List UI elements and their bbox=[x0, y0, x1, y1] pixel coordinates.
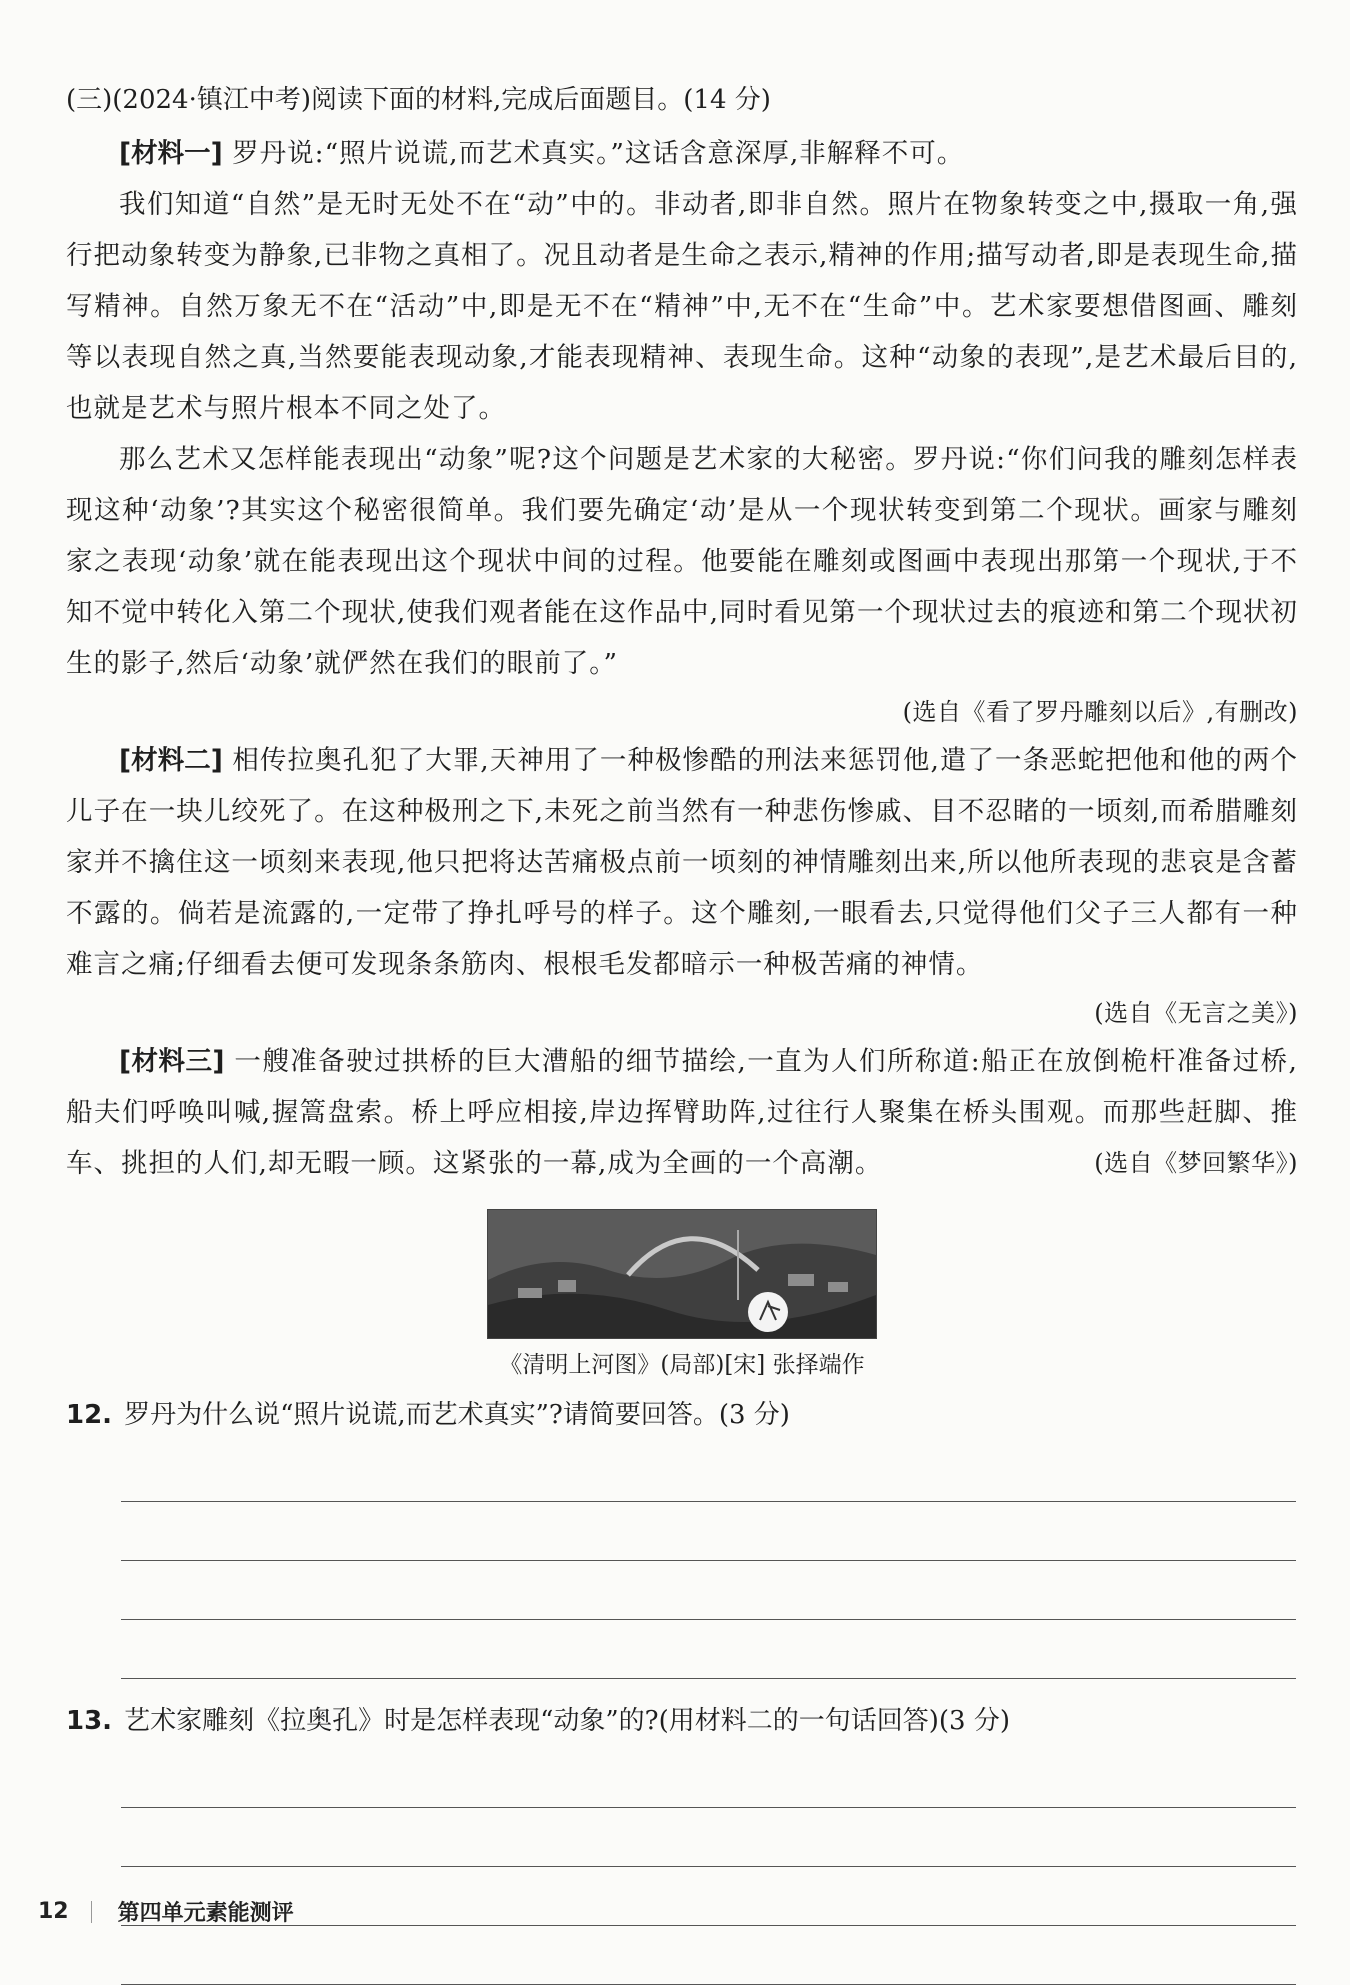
figure-caption: 《清明上河图》(局部)[宋] 张择端作 bbox=[499, 1352, 865, 1378]
footer-divider bbox=[91, 1901, 92, 1923]
answer-line[interactable] bbox=[121, 1808, 1296, 1867]
question-12 bbox=[66, 1395, 1298, 1435]
material3-tag: [材料三] bbox=[119, 1046, 225, 1077]
question-12-answer-area[interactable] bbox=[121, 1443, 1296, 1679]
material2-tag: [材料二] bbox=[119, 745, 223, 776]
material1-tag: [材料一] bbox=[119, 138, 223, 169]
section-heading: (三)(2024·镇江中考)阅读下面的材料,完成后面题目。(14 分) bbox=[66, 85, 771, 115]
material1-paragraph-2: 我们知道“自然”是无时无处不在“动”中的。非动者,即非自然。照片在物象转变之中,摄取一角,强行把动象转变为静象,已非物之真相了。况且动者是生命之表示,精神的作用;描写动者,即是表现生命,描写精神。自然万象无不在“活动”中,即是无不在“精神”中,无不在“生命”中。艺术家要想借图画、雕刻等以表现自然之真,当然要能表现动象,才能表现精神、表现生命。这种“动象的表现”,是艺术最后目的,也就是艺术与照片根本不同之处了。 bbox=[66, 189, 1298, 424]
material3-source: (选自《梦回繁华》) bbox=[1094, 1149, 1298, 1177]
answer-line[interactable] bbox=[121, 1502, 1296, 1561]
answer-line[interactable] bbox=[121, 1443, 1296, 1502]
question-12-number: 12. bbox=[66, 1400, 113, 1430]
material1-source: (选自《看了罗丹雕刻以后》,有删改) bbox=[902, 698, 1298, 726]
section-title: 第四单元素能测评 bbox=[117, 1901, 294, 1926]
answer-line[interactable] bbox=[121, 1620, 1296, 1679]
question-13-answer-area[interactable] bbox=[121, 1749, 1296, 1985]
painting-figure bbox=[487, 1209, 877, 1387]
answer-line[interactable] bbox=[121, 1749, 1296, 1808]
question-13-number: 13. bbox=[66, 1706, 113, 1736]
answer-line[interactable] bbox=[121, 1867, 1296, 1926]
material1-paragraph-3: 那么艺术又怎样能表现出“动象”呢?这个问题是艺术家的大秘密。罗丹说:“你们问我的雕刻怎样表现这种‘动象’?其实这个秘密很简单。我们要先确定‘动’是从一个现状转变到第二个现状。画家与雕刻家之表现‘动象’就在能表现出这个现状中间的过程。他要能在雕刻或图画中表现出那第一个现状,于不知不觉中转化入第二个现状,使我们观者能在这作品中,同时看见第一个现状过去的痕迹和第二个现状初生的影子,然后‘动象’就俨然在我们的眼前了。” bbox=[66, 444, 1298, 679]
answer-line[interactable] bbox=[121, 1561, 1296, 1620]
material2-paragraph bbox=[66, 735, 1298, 990]
question-13-text: 艺术家雕刻《拉奥孔》时是怎样表现“动象”的?(用材料二的一句话回答)(3 分) bbox=[124, 1706, 1010, 1736]
exam-page bbox=[66, 80, 1298, 1985]
question-12-text: 罗丹为什么说“照片说谎,而艺术真实”?请简要回答。(3 分) bbox=[124, 1400, 790, 1430]
material1-intro-text: 罗丹说:“照片说谎,而艺术真实。”这话含意深厚,非解释不可。 bbox=[232, 138, 965, 169]
material3-paragraph bbox=[66, 1036, 1298, 1189]
answer-line[interactable] bbox=[121, 1926, 1296, 1985]
painting-illustration bbox=[488, 1210, 876, 1338]
question-13 bbox=[66, 1701, 1298, 1741]
material2-source: (选自《无言之美》) bbox=[1094, 999, 1298, 1027]
qingming-painting-image bbox=[487, 1209, 877, 1339]
material3-text: 一艘准备驶过拱桥的巨大漕船的细节描绘,一直为人们所称道:船正在放倒桅杆准备过桥,船夫们呼唤叫喊,握篙盘索。桥上呼应相接,岸边挥臂助阵,过往行人聚集在桥头围观。而那些赶脚、推车、挑担的人们,却无暇一顾。这紧张的一幕,成为全画的一个高潮。 bbox=[66, 1046, 1298, 1179]
page-footer bbox=[38, 1896, 294, 1927]
material1-intro bbox=[66, 128, 1298, 179]
page-number: 12 bbox=[38, 1899, 69, 1924]
material2-text: 相传拉奥孔犯了大罪,天神用了一种极惨酷的刑法来惩罚他,遣了一条恶蛇把他和他的两个儿子在一块儿绞死了。在这种极刑之下,未死之前当然有一种悲伤惨戚、目不忍睹的一顷刻,而希腊雕刻家并不擒住这一顷刻来表现,他只把将达苦痛极点前一顷刻的神情雕刻出来,所以他所表现的悲哀是含蓄不露的。倘若是流露的,一定带了挣扎呼号的样子。这个雕刻,一眼看去,只觉得他们父子三人都有一种难言之痛;仔细看去便可发现条条筋肉、根根毛发都暗示一种极苦痛的神情。 bbox=[66, 745, 1298, 980]
